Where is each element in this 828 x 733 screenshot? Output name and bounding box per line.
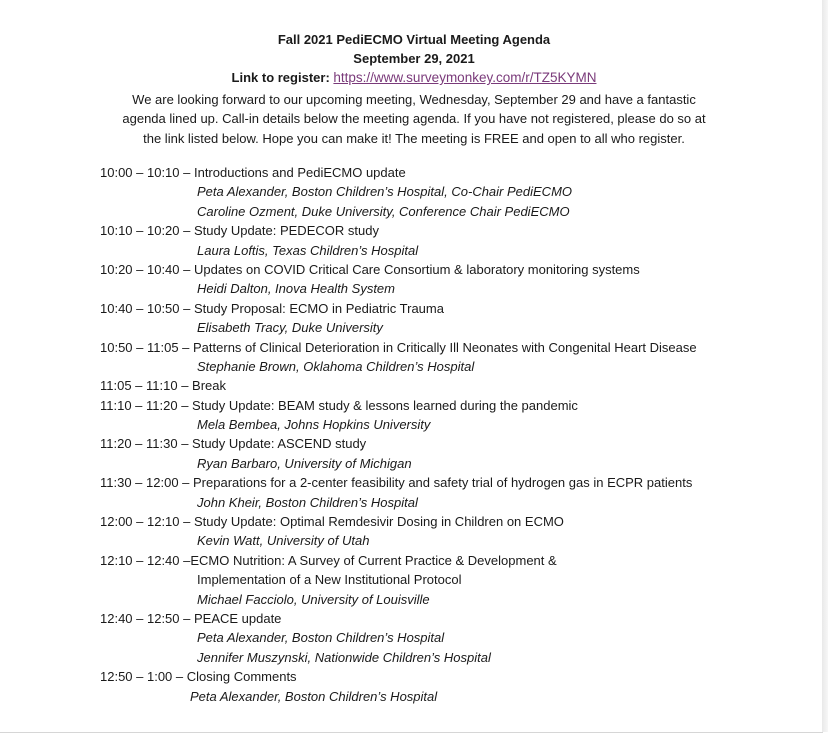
register-label: Link to register: bbox=[231, 70, 330, 85]
register-line bbox=[0, 68, 828, 87]
agenda-speaker: Jennifer Muszynski, Nationwide Children’s Hospital bbox=[197, 649, 491, 665]
agenda-item: 10:10 – 10:20 – Study Update: PEDECOR study bbox=[100, 223, 379, 239]
agenda-speaker: Heidi Dalton, Inova Health System bbox=[197, 281, 395, 297]
agenda-speaker: Laura Loftis, Texas Children’s Hospital bbox=[197, 242, 419, 258]
intro-line: agenda lined up. Call-in details below the meeting agenda. If you have not registered, please do so at bbox=[122, 111, 706, 127]
agenda-item-continuation: Implementation of a New Institutional Protocol bbox=[197, 572, 462, 588]
agenda-list bbox=[100, 163, 800, 706]
agenda-item: 12:10 – 12:40 –ECMO Nutrition: A Survey of Current Practice & Development & bbox=[100, 552, 557, 568]
agenda-speaker: Mela Bembea, Johns Hopkins University bbox=[197, 417, 431, 433]
agenda-item: 11:30 – 12:00 – Preparations for a 2-center feasibility and safety trial of hydrogen gas in ECPR patients bbox=[100, 475, 693, 491]
agenda-speaker: Michael Facciolo, University of Louisville bbox=[197, 591, 430, 607]
agenda-item: 10:50 – 11:05 – Patterns of Clinical Deterioration in Critically Ill Neonates with Congenital Heart Disease bbox=[100, 339, 697, 355]
agenda-speaker: Elisabeth Tracy, Duke University bbox=[197, 320, 383, 336]
agenda-header bbox=[0, 30, 828, 87]
agenda-item: 12:50 – 1:00 – Closing Comments bbox=[100, 669, 297, 685]
agenda-speaker: Ryan Barbaro, University of Michigan bbox=[197, 455, 412, 471]
agenda-speaker: John Kheir, Boston Children’s Hospital bbox=[197, 494, 418, 510]
agenda-item: 11:10 – 11:20 – Study Update: BEAM study & lessons learned during the pandemic bbox=[100, 397, 578, 413]
meeting-date: September 29, 2021 bbox=[353, 51, 475, 66]
agenda-item: 11:05 – 11:10 – Break bbox=[100, 378, 227, 394]
agenda-item: 12:40 – 12:50 – PEACE update bbox=[100, 610, 282, 626]
intro-line: We are looking forward to our upcoming meeting, Wednesday, September 29 and have a fantastic bbox=[132, 92, 696, 107]
agenda-speaker: Peta Alexander, Boston Children’s Hospital bbox=[197, 630, 445, 646]
document-title: Fall 2021 PediECMO Virtual Meeting Agenda bbox=[277, 32, 551, 47]
page-edge-shadow bbox=[822, 0, 828, 732]
agenda-item: 11:20 – 11:30 – Study Update: ASCEND study bbox=[100, 436, 367, 452]
agenda-speaker: Stephanie Brown, Oklahoma Children’s Hospital bbox=[197, 358, 475, 374]
agenda-item: 10:40 – 10:50 – Study Proposal: ECMO in Pediatric Trauma bbox=[100, 300, 444, 316]
register-link[interactable]: https://www.surveymonkey.com/r/TZ5KYMN bbox=[333, 70, 597, 85]
agenda-speaker: Peta Alexander, Boston Children’s Hospital bbox=[190, 688, 438, 704]
agenda-speaker: Caroline Ozment, Duke University, Conference Chair PediECMO bbox=[197, 203, 570, 219]
agenda-speaker: Kevin Watt, University of Utah bbox=[197, 533, 370, 549]
intro-line: the link listed below. Hope you can make it! The meeting is FREE and open to all who register. bbox=[143, 130, 685, 146]
agenda-item: 12:00 – 12:10 – Study Update: Optimal Remdesivir Dosing in Children on ECMO bbox=[100, 514, 564, 530]
agenda-item: 10:20 – 10:40 – Updates on COVID Critical Care Consortium & laboratory monitoring systems bbox=[100, 261, 640, 277]
agenda-speaker: Peta Alexander, Boston Children’s Hospital, Co-Chair PediECMO bbox=[197, 184, 573, 200]
agenda-item: 10:00 – 10:10 – Introductions and PediECMO update bbox=[100, 165, 406, 180]
intro-paragraph bbox=[100, 90, 728, 148]
